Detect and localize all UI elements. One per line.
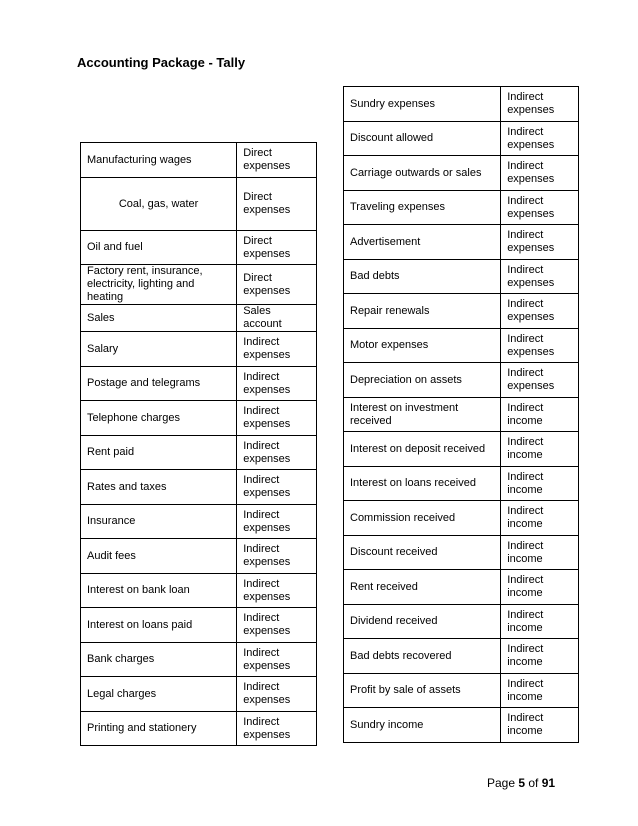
account-name: Bad debts recovered bbox=[344, 639, 501, 674]
account-type: Indirect expenses bbox=[237, 505, 317, 539]
account-name: Interest on deposit received bbox=[344, 432, 501, 467]
total-pages: 91 bbox=[541, 776, 556, 790]
account-type: Indirect expenses bbox=[237, 332, 317, 367]
account-type: Indirect expenses bbox=[501, 156, 579, 191]
table-row bbox=[344, 432, 579, 467]
account-type: Indirect expenses bbox=[237, 539, 317, 574]
account-name: Sundry expenses bbox=[344, 87, 501, 122]
table-row bbox=[81, 539, 317, 574]
account-type: Indirect expenses bbox=[237, 470, 317, 505]
account-type: Indirect income bbox=[501, 674, 579, 708]
table-row bbox=[81, 265, 317, 305]
table-row bbox=[344, 225, 579, 260]
account-name: Interest on loans paid bbox=[81, 608, 237, 643]
account-name: Rent paid bbox=[81, 436, 237, 470]
table-row bbox=[81, 677, 317, 712]
account-name: Legal charges bbox=[81, 677, 237, 712]
table-row bbox=[81, 505, 317, 539]
account-type: Indirect expenses bbox=[501, 191, 579, 225]
right-expense-table bbox=[343, 86, 579, 743]
table-row bbox=[81, 712, 317, 746]
account-type: Indirect expenses bbox=[237, 574, 317, 608]
account-type: Indirect expenses bbox=[237, 643, 317, 677]
table-row bbox=[81, 608, 317, 643]
account-name: Commission received bbox=[344, 501, 501, 536]
table-row bbox=[81, 143, 317, 178]
table-row bbox=[344, 639, 579, 674]
table-row bbox=[81, 332, 317, 367]
table-row bbox=[81, 574, 317, 608]
table-row bbox=[344, 87, 579, 122]
table-row bbox=[344, 467, 579, 501]
account-type: Indirect expenses bbox=[237, 367, 317, 401]
table-row bbox=[344, 674, 579, 708]
account-type: Indirect expenses bbox=[237, 677, 317, 712]
page-separator: of bbox=[525, 776, 542, 790]
account-name: Profit by sale of assets bbox=[344, 674, 501, 708]
account-type: Indirect income bbox=[501, 708, 579, 743]
account-type: Direct expenses bbox=[237, 178, 317, 231]
account-type: Indirect expenses bbox=[501, 329, 579, 363]
account-name: Salary bbox=[81, 332, 237, 367]
account-name: Bank charges bbox=[81, 643, 237, 677]
account-name: Carriage outwards or sales bbox=[344, 156, 501, 191]
account-name: Discount allowed bbox=[344, 122, 501, 156]
account-type: Indirect expenses bbox=[237, 712, 317, 746]
table-row bbox=[81, 401, 317, 436]
account-type: Indirect income bbox=[501, 432, 579, 467]
account-name: Rent received bbox=[344, 570, 501, 605]
table-row bbox=[81, 470, 317, 505]
table-row bbox=[81, 436, 317, 470]
account-type: Indirect income bbox=[501, 639, 579, 674]
account-type: Indirect income bbox=[501, 467, 579, 501]
account-name: Postage and telegrams bbox=[81, 367, 237, 401]
account-type: Indirect expenses bbox=[501, 363, 579, 398]
page-number bbox=[487, 776, 555, 790]
account-name: Telephone charges bbox=[81, 401, 237, 436]
account-type: Indirect income bbox=[501, 536, 579, 570]
account-type: Sales account bbox=[237, 305, 317, 332]
account-type: Indirect income bbox=[501, 605, 579, 639]
table-row bbox=[344, 708, 579, 743]
account-name: Depreciation on assets bbox=[344, 363, 501, 398]
table-row bbox=[344, 260, 579, 294]
table-row bbox=[344, 329, 579, 363]
account-name: Interest on loans received bbox=[344, 467, 501, 501]
table-row bbox=[81, 367, 317, 401]
account-name: Insurance bbox=[81, 505, 237, 539]
account-name: Sales bbox=[81, 305, 237, 332]
current-page: 5 bbox=[518, 776, 526, 790]
account-name: Manufacturing wages bbox=[81, 143, 237, 178]
table-row bbox=[344, 536, 579, 570]
account-name: Interest on bank loan bbox=[81, 574, 237, 608]
table-row bbox=[81, 643, 317, 677]
account-name: Sundry income bbox=[344, 708, 501, 743]
account-name: Rates and taxes bbox=[81, 470, 237, 505]
account-type: Direct expenses bbox=[237, 143, 317, 178]
table-row bbox=[81, 305, 317, 332]
table-row bbox=[344, 570, 579, 605]
table-row bbox=[344, 156, 579, 191]
account-name: Discount received bbox=[344, 536, 501, 570]
account-name: Coal, gas, water bbox=[81, 178, 237, 231]
table-row bbox=[344, 501, 579, 536]
account-type: Indirect expenses bbox=[237, 608, 317, 643]
table-row bbox=[344, 191, 579, 225]
table-row bbox=[344, 363, 579, 398]
table-row bbox=[344, 122, 579, 156]
account-name: Bad debts bbox=[344, 260, 501, 294]
account-type: Indirect income bbox=[501, 570, 579, 605]
account-name: Factory rent, insurance, electricity, lighting and heating bbox=[81, 265, 237, 305]
account-name: Motor expenses bbox=[344, 329, 501, 363]
table-row bbox=[81, 231, 317, 265]
account-type: Indirect expenses bbox=[501, 225, 579, 260]
account-name: Advertisement bbox=[344, 225, 501, 260]
account-type: Direct expenses bbox=[237, 265, 317, 305]
account-type: Indirect income bbox=[501, 501, 579, 536]
table-row bbox=[344, 294, 579, 329]
table-row bbox=[344, 398, 579, 432]
account-type: Direct expenses bbox=[237, 231, 317, 265]
account-type: Indirect expenses bbox=[237, 436, 317, 470]
table-row bbox=[81, 178, 317, 231]
account-name: Interest on investment received bbox=[344, 398, 501, 432]
page-title: Accounting Package - Tally bbox=[77, 55, 246, 70]
table-row bbox=[344, 605, 579, 639]
account-name: Repair renewals bbox=[344, 294, 501, 329]
account-type: Indirect income bbox=[501, 398, 579, 432]
account-name: Oil and fuel bbox=[81, 231, 237, 265]
left-expense-table bbox=[80, 142, 317, 746]
account-type: Indirect expenses bbox=[501, 260, 579, 294]
account-type: Indirect expenses bbox=[237, 401, 317, 436]
account-name: Printing and stationery bbox=[81, 712, 237, 746]
account-type: Indirect expenses bbox=[501, 122, 579, 156]
page-prefix: Page bbox=[487, 776, 519, 790]
account-type: Indirect expenses bbox=[501, 87, 579, 122]
account-type: Indirect expenses bbox=[501, 294, 579, 329]
account-name: Audit fees bbox=[81, 539, 237, 574]
account-name: Traveling expenses bbox=[344, 191, 501, 225]
account-name: Dividend received bbox=[344, 605, 501, 639]
